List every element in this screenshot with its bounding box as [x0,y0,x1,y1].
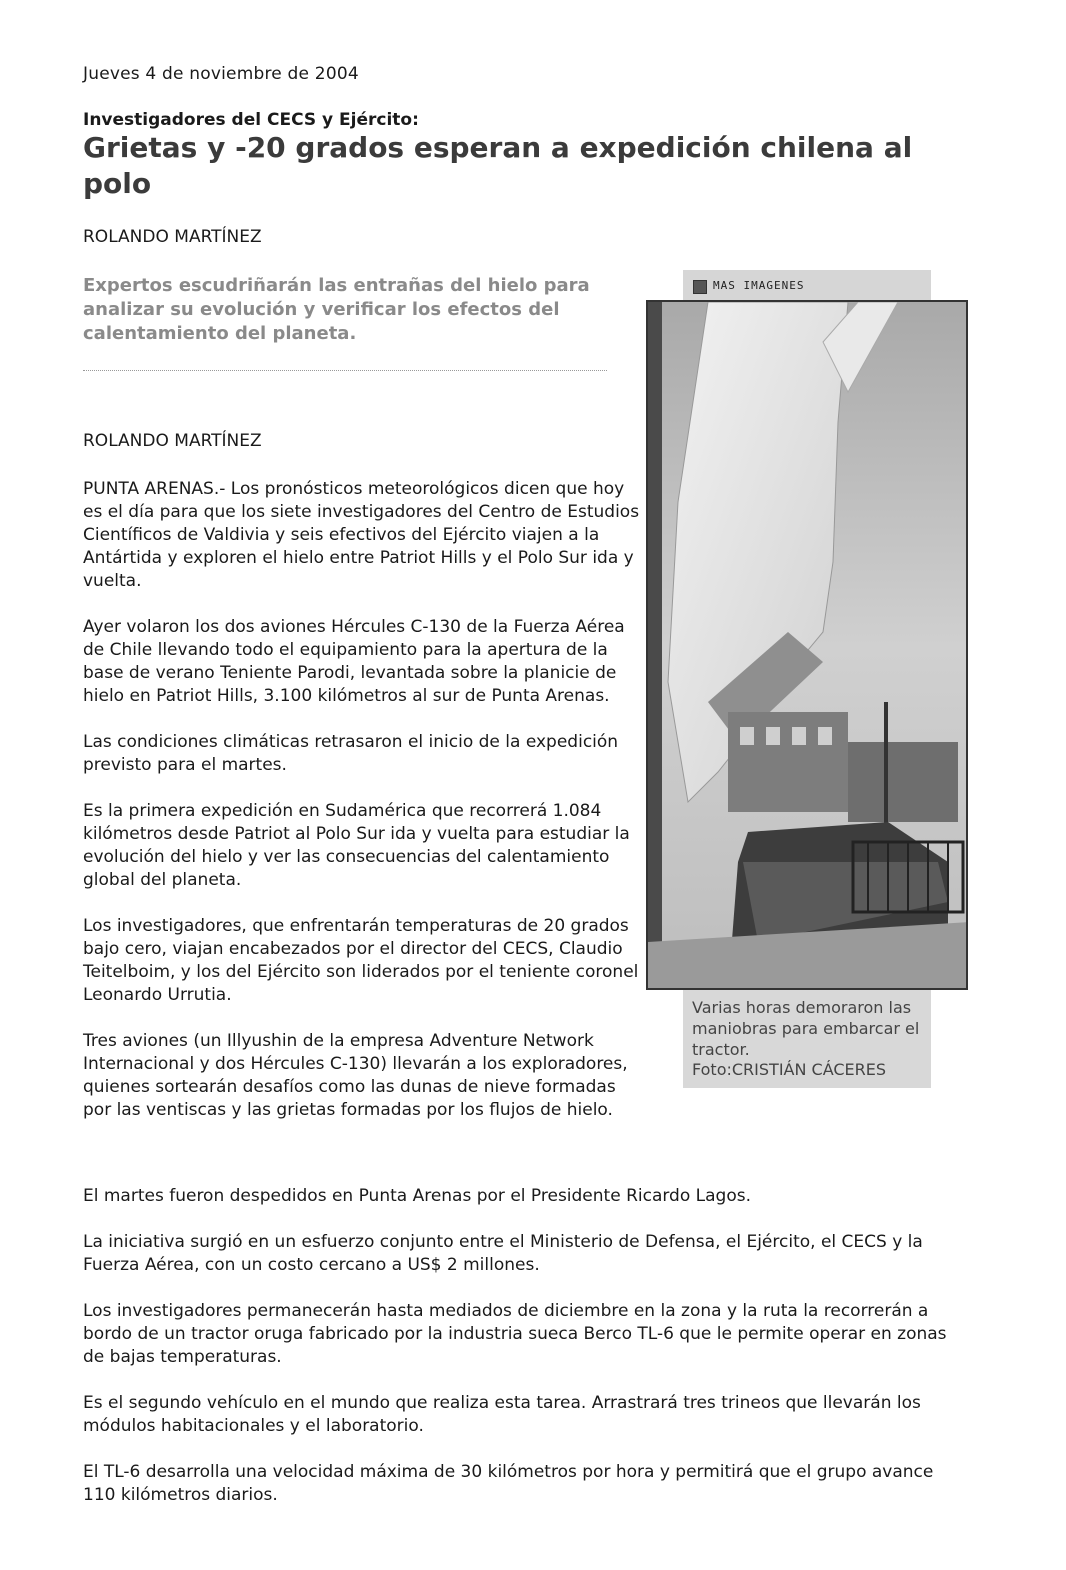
paragraph: Las condiciones climáticas retrasaron el inicio de la expedición previsto para el martes. [83,732,619,775]
divider [83,370,607,371]
paragraph: PUNTA ARENAS.- Los pronósticos meteorológicos dicen que hoy es el día para que los siete investigadores del Centro de Estudios Científicos de Valdivia y seis efectivos del Ejército viajen a la Antártida y exploren el hielo entre Patriot Hills y el Polo Sur ida y vuelta. [83,479,640,591]
article-lead: Expertos escudriñarán las entrañas del hielo para analizar su evolución y verificar los efectos del calentamiento del planeta. [83,275,590,344]
article-photo [646,300,968,990]
paragraph: Es la primera expedición en Sudamérica que recorrerá 1.084 kilómetros desde Patriot al Polo Sur ida y vuelta para estudiar la evolución del hielo y ver las consecuencias del calentamiento global del planeta. [83,801,630,890]
paragraph: El TL-6 desarrolla una velocidad máxima de 30 kilómetros por hora y permitirá que el grupo avance 110 kilómetros diarios. [83,1462,934,1505]
paragraph: Tres aviones (un Illyushin de la empresa Adventure Network Internacional y dos Hércules C-130) llevarán a los exploradores, quienes sortearán desafíos como las dunas de nieve formadas por las ventiscas y las grietas formadas por los flujos de hielo. [83,1031,628,1120]
article-body-column [83,478,643,1145]
paragraph: Los investigadores, que enfrentarán temperaturas de 20 grados bajo cero, viajan encabezados por el director del CECS, Claudio Teitelboim, y los del Ejército son liderados por el teniente coronel Leonardo Urrutia. [83,916,639,1005]
paragraph: Es el segundo vehículo en el mundo que realiza esta tarea. Arrastrará tres trineos que llevarán los módulos habitacionales y el laboratorio. [83,1393,921,1436]
paragraph: El martes fueron despedidos en Punta Arenas por el Presidente Ricardo Lagos. [83,1186,751,1206]
paragraph: La iniciativa surgió en un esfuerzo conjunto entre el Ministerio de Defensa, el Ejército, el CECS y la Fuerza Aérea, con un costo cercano a US$ 2 millones. [83,1232,923,1275]
byline-body: ROLANDO MARTÍNEZ [83,431,262,451]
paragraph: Ayer volaron los dos aviones Hércules C-130 de la Fuerza Aérea de Chile llevando todo el equipamiento para la apertura de la base de verano Teniente Parodi, levantada sobre la planicie de hielo en Patriot Hills, 3.100 kilómetros al sur de Punta Arenas. [83,617,625,706]
paragraph: Los investigadores permanecerán hasta mediados de diciembre en la zona y la ruta la recorrerán a bordo de un tractor oruga fabricado por la industria sueca Berco TL-6 que le permite operar en zonas de bajas temperaturas. [83,1301,947,1367]
article-headline: Grietas y -20 grados esperan a expedición chilena al polo [83,131,913,200]
article-body-wide [83,1185,963,1530]
photo-credit: Foto:CRISTIÁN CÁCERES [692,1060,887,1079]
image-icon [693,280,707,294]
photo-caption: Varias horas demoraron las maniobras para embarcar el tractor. [692,998,920,1059]
article-date: Jueves 4 de noviembre de 2004 [83,64,359,84]
article-kicker: Investigadores del CECS y Ejército: [83,110,419,130]
more-images-label[interactable]: MAS IMAGENES [713,279,805,292]
byline: ROLANDO MARTÍNEZ [83,227,262,247]
photo-illustration [648,302,968,990]
